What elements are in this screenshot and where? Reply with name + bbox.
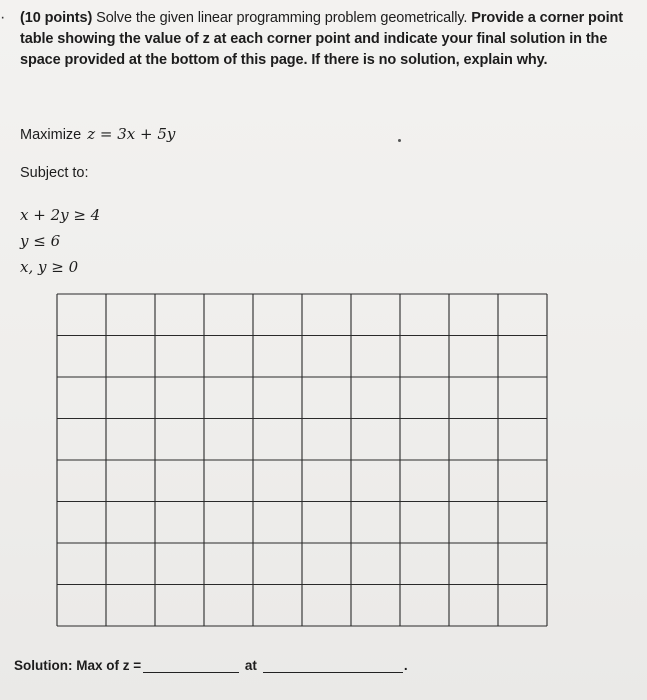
objective-function	[20, 125, 175, 143]
constraint-list	[20, 202, 100, 280]
constraint-item: x + 2y ≥ 4	[20, 206, 101, 224]
problem-instruction: Solve the given linear programming problem geometrically.	[92, 10, 472, 26]
solution-line	[14, 658, 408, 673]
max-value-blank[interactable]	[143, 658, 239, 673]
stray-mark	[398, 139, 401, 142]
constraint-item: x, y ≥ 0	[20, 258, 79, 276]
graph-grid[interactable]	[56, 293, 548, 627]
solution-label: Solution: Max of z =	[14, 658, 142, 673]
graph-grid-lines	[56, 293, 548, 627]
constraint-item: y ≤ 6	[20, 232, 61, 250]
question-bullet: ·	[0, 9, 6, 26]
at-label: at	[244, 658, 257, 673]
problem-requirements: Provide a corner point table showing the value of z at each corner point and indicate your final solution in the space provided at the bottom of this page. If there is no solution, explain why.	[20, 10, 623, 68]
objective-label: Maximize	[20, 127, 82, 143]
solution-period: .	[403, 658, 408, 673]
points-label: (10 points)	[20, 10, 93, 26]
subject-to-label: Subject to:	[20, 165, 89, 181]
problem-statement	[20, 8, 640, 71]
objective-expression: z = 3x + 5y	[87, 125, 176, 143]
point-blank[interactable]	[263, 658, 403, 673]
